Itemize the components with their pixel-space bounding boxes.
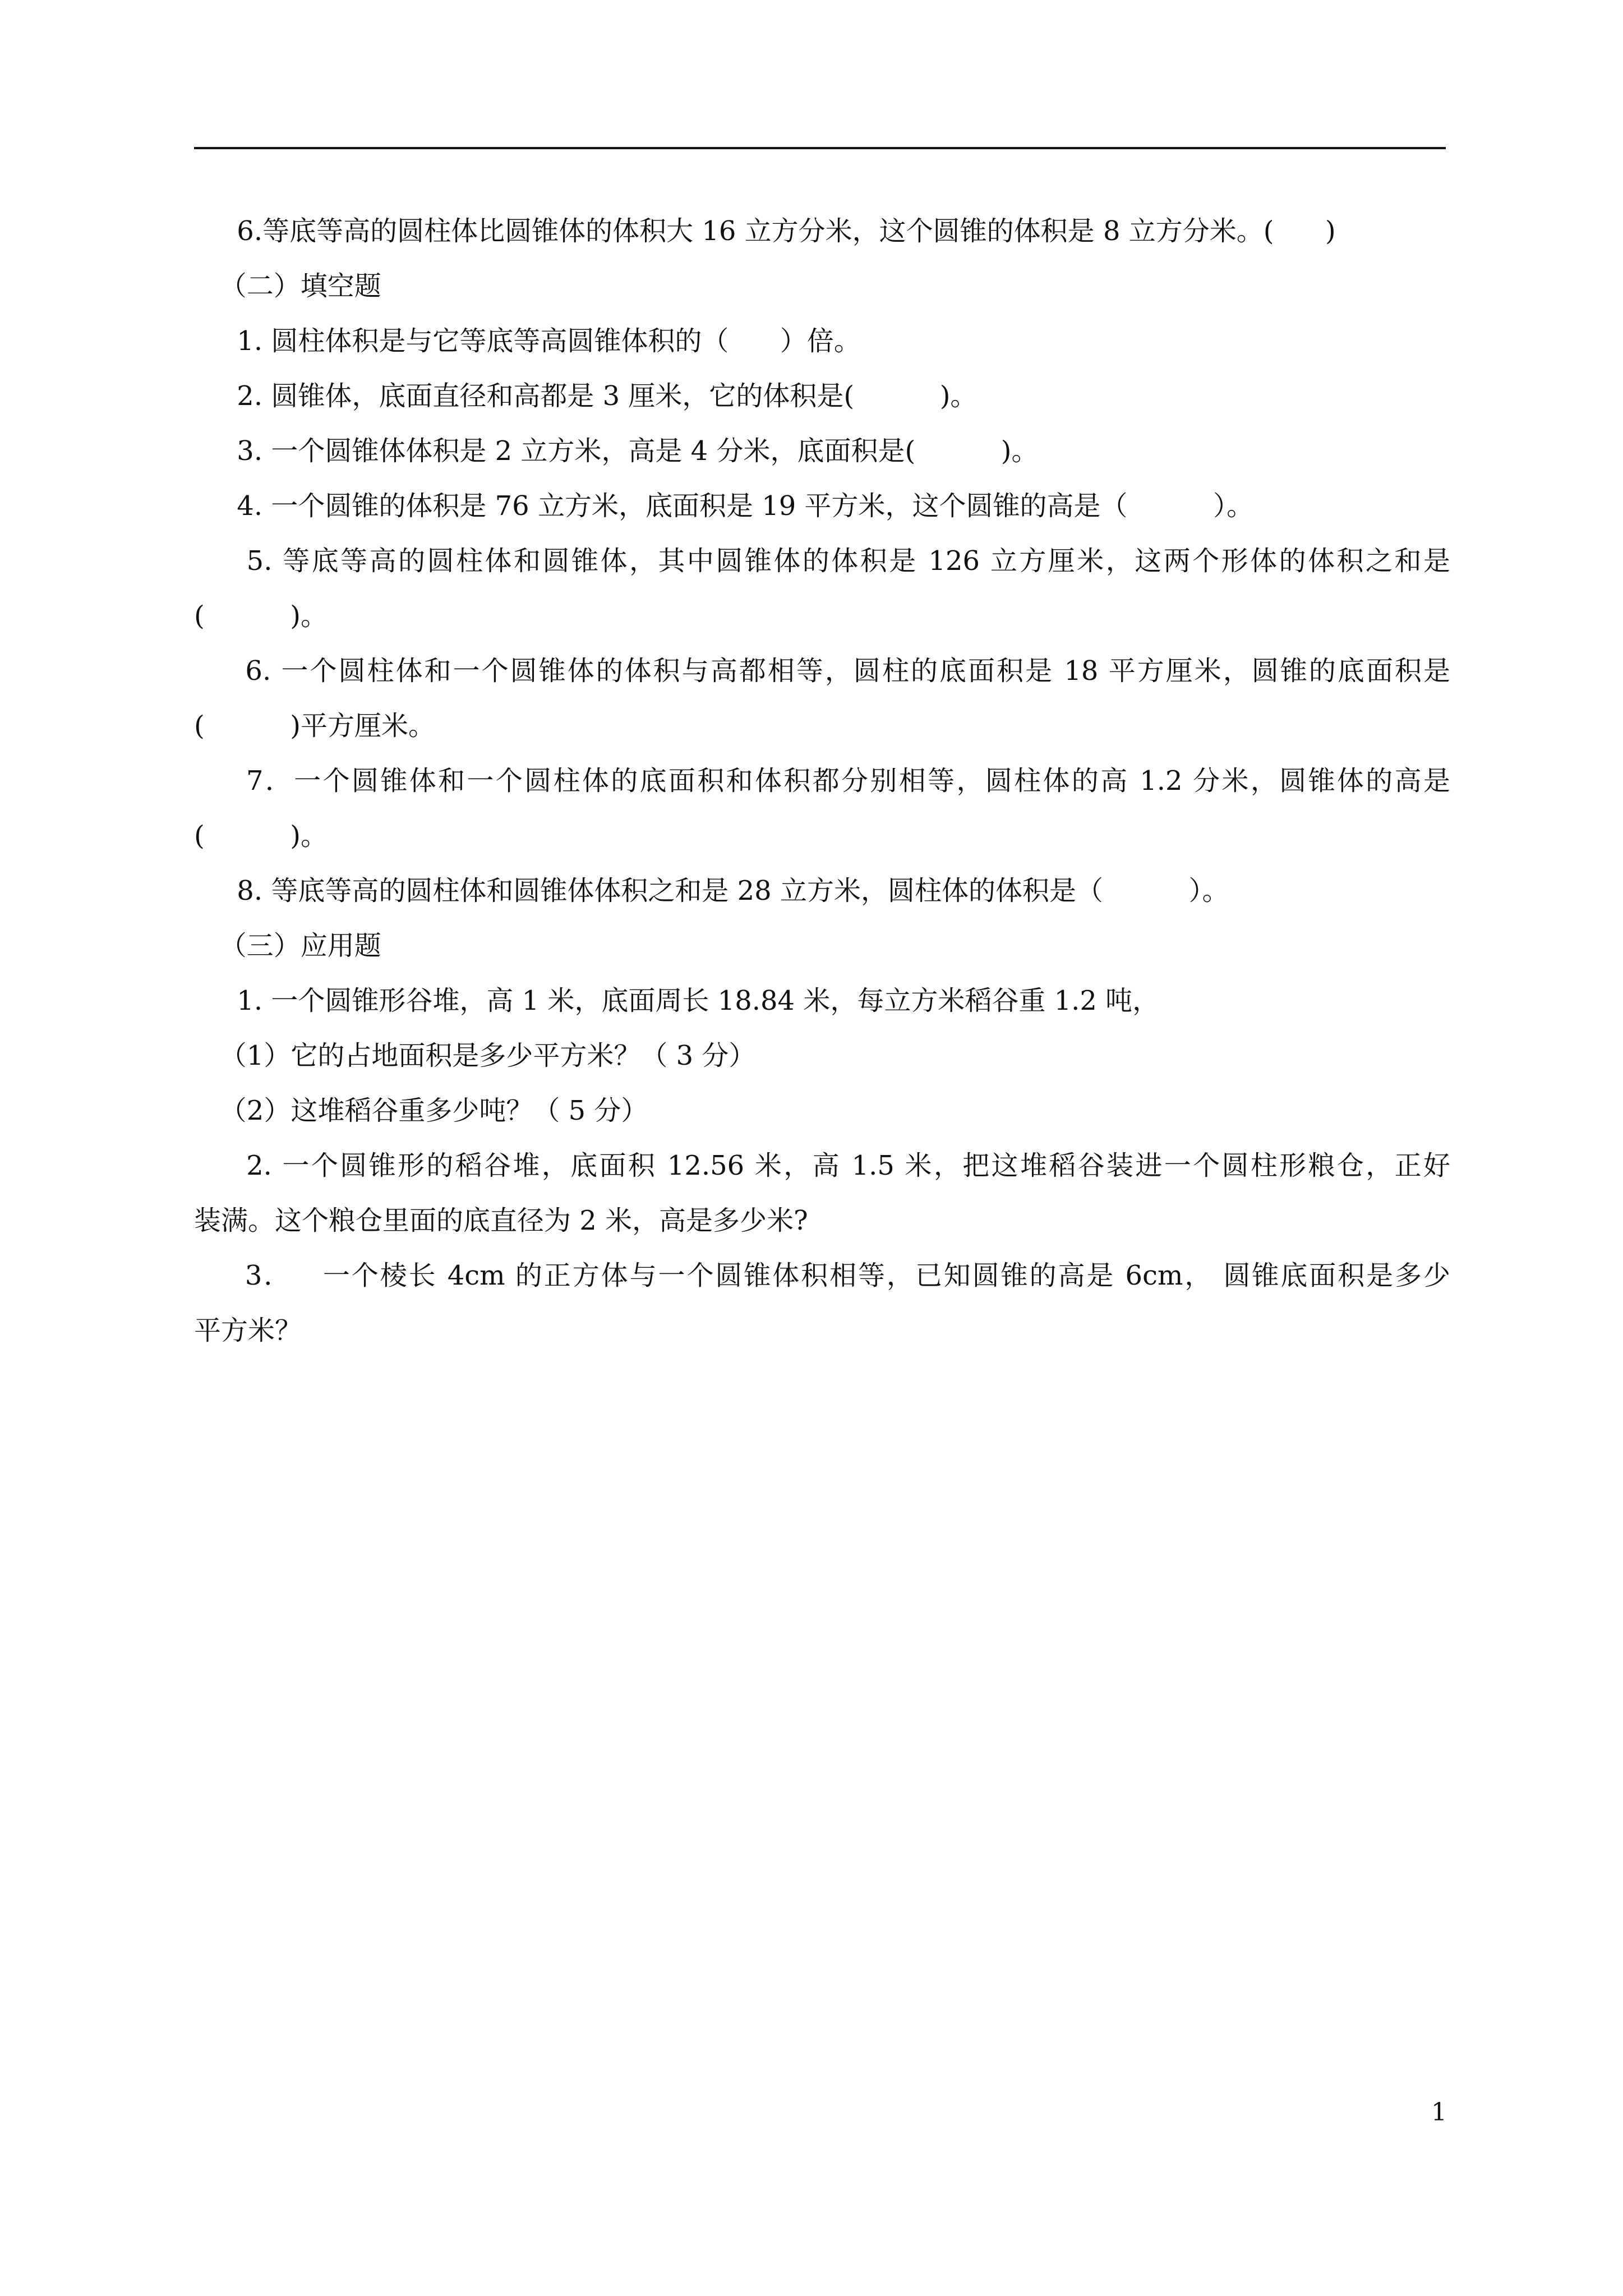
section-heading-application: （三）应用题 — [194, 930, 381, 961]
fill-question-5-line-1: 5. 等底等高的圆柱体和圆锥体，其中圆锥体的体积是 126 立方厘米，这两个形体的体积之和是 — [194, 545, 1450, 577]
fill-question-3: 3. 一个圆锥体体积是 2 立方米，高是 4 分米，底面积是( )。 — [194, 435, 1039, 467]
application-question-2-line-1: 2. 一个圆锥形的稻谷堆，底面积 12.56 米，高 1.5 米，把这堆稻谷装进一个圆柱形粮仓，正好 — [194, 1150, 1450, 1181]
fill-question-8: 8. 等底等高的圆柱体和圆锥体体积之和是 28 立方米，圆柱体的体积是（ ）。 — [194, 875, 1229, 907]
application-question-3-line-2: 平方米？ — [194, 1315, 302, 1346]
judgment-question-6: 6.等底等高的圆柱体比圆锥体的体积大 16 立方分米，这个圆锥的体积是 8 立方分米。( ) — [194, 215, 1336, 247]
application-question-2-line-2: 装满。这个粮仓里面的底直径为 2 米，高是多少米? — [194, 1205, 808, 1236]
fill-question-7-line-2: ( )。 — [194, 820, 328, 852]
fill-question-4: 4. 一个圆锥的体积是 76 立方米，底面积是 19 平方米，这个圆锥的高是（ ）。 — [194, 490, 1254, 522]
fill-question-2: 2. 圆锥体，底面直径和高都是 3 厘米，它的体积是( )。 — [194, 380, 978, 412]
page-number: 1 — [1431, 2098, 1447, 2127]
header-rule — [194, 147, 1446, 149]
application-question-1: 1. 一个圆锥形谷堆，高 1 米，底面周长 18.84 米，每立方米稻谷重 1.2 吨， — [194, 985, 1160, 1016]
fill-question-7-line-1: 7．一个圆锥体和一个圆柱体的底面积和体积都分别相等，圆柱体的高 1.2 分米，圆锥体的高是 — [194, 765, 1450, 797]
fill-question-6-line-1: 6. 一个圆柱体和一个圆锥体的体积与高都相等，圆柱的底面积是 18 平方厘米，圆锥的底面积是 — [194, 655, 1450, 687]
section-heading-fill-in: （二）填空题 — [194, 270, 381, 302]
fill-question-1: 1. 圆柱体积是与它等底等高圆锥体积的（ ）倍。 — [194, 325, 861, 357]
application-question-1-part-2: （2）这堆稻谷重多少吨？（ 5 分） — [194, 1095, 648, 1126]
fill-question-6-line-2: ( )平方厘米。 — [194, 710, 436, 742]
application-question-3-line-1: 3． 一个棱长 4cm 的正方体与一个圆锥体积相等，已知圆锥的高是 6cm， 圆锥底面积是多少 — [194, 1260, 1450, 1291]
fill-question-5-line-2: ( )。 — [194, 600, 328, 632]
application-question-1-part-1: （1）它的占地面积是多少平方米？（ 3 分） — [194, 1040, 756, 1071]
